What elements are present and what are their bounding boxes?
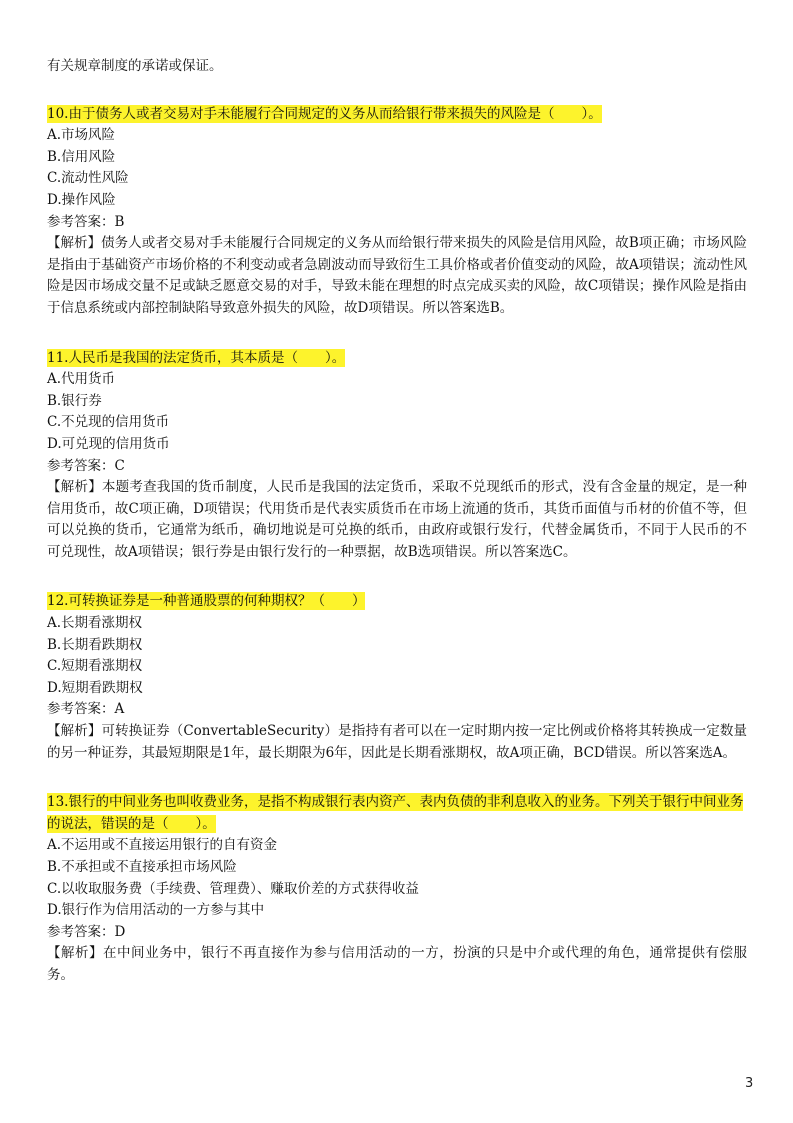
option-c: C.以收取服务费（手续费、管理费）、赚取价差的方式获得收益 [47,880,419,897]
option-b: B.信用风险 [47,148,116,165]
answer: 参考答案：B [47,213,125,230]
question-stem: 12.可转换证券是一种普通股票的何种期权？（ ） [47,593,366,610]
question-stem: 10.由于债务人或者交易对手未能履行合同规定的义务从而给银行带来损失的风险是（ ）。 [47,105,602,122]
option-d: D.银行作为信用活动的一方参与其中 [47,902,265,919]
option-b: B.不承担或不直接承担市场风险 [47,859,237,875]
option-a: A.市场风险 [47,127,116,144]
explanation: 【解析】债务人或者交易对手未能履行合同规定的义务从而给银行带来损失的风险是信用风险，故B项正确；市场风险是指由于基础资产市场价格的不利变动或者急剧波动而导致衍生工具价格或者价值变动的风险，故A项错误；流动性风险是因市场成交量不足或缺乏愿意交易的对手，导致未能在理想的时点完成买卖的风险，故C项错误；操作风险是指由于信息系统或内部控制缺陷导致意外损失的风险，故D项错误。所以答案选B。 [47,235,747,316]
option-d: D.可兑现的信用货币 [47,435,170,452]
option-d: D.操作风险 [47,191,116,208]
option-c: C.不兑现的信用货币 [47,414,170,431]
question-stem: 11.人民币是我国的法定货币，其本质是（ ）。 [47,349,346,366]
explanation: 【解析】本题考查我国的货币制度，人民币是我国的法定货币，采取不兑现纸币的形式，没有含金量的规定，是一种信用货币，故C项正确，D项错误；代用货币是代表实质货币在市场上流通的货币，其货币面值与币材的价值不等，但可以兑换的货币，它通常为纸币，确切地说是可兑换的纸币，由政府或银行发行，代替金属货币，不同于人民币的不可兑现性，故A项错误；银行券是由银行发行的一种票据，故B选项错误。所以答案选C。 [47,479,747,560]
option-c: C.流动性风险 [47,170,129,187]
question-11 [47,348,747,564]
explanation: 【解析】在中间业务中，银行不再直接作为参与信用活动的一方，扮演的只是中介或代理的角色，通常提供有偿服务。 [47,945,747,983]
option-b: B.银行券 [47,392,102,409]
page-content [47,56,747,1015]
option-d: D.短期看跌期权 [47,679,143,696]
option-c: C.短期看涨期权 [47,658,143,675]
option-a: A.不运用或不直接运用银行的自有资金 [47,837,278,854]
answer: 参考答案：C [47,457,125,474]
question-10 [47,104,747,320]
question-12 [47,591,747,764]
option-b: B.长期看跌期权 [47,636,143,653]
question-13 [47,792,747,986]
explanation: 【解析】可转换证券（ConvertableSecurity）是指持有者可以在一定时期内按一定比例或价格将其转换成一定数量的另一种证券，其最短期限是1年，最长期限为6年，因此是长期看涨期权，故A项正确，BCD错误。所以答案选A。 [47,723,747,761]
question-stem: 13.银行的中间业务也叫收费业务，是指不构成银行表内资产、表内负债的非利息收入的业务。下列关于银行中间业务的说法，错误的是（ ）。 [47,794,744,832]
option-a: A.长期看涨期权 [47,615,143,632]
lead-text: 有关规章制度的承诺或保证。 [47,58,223,74]
answer: 参考答案：A [47,701,125,718]
answer: 参考答案：D [47,923,126,940]
option-a: A.代用货币 [47,371,116,388]
page-number: 3 [745,1076,754,1091]
